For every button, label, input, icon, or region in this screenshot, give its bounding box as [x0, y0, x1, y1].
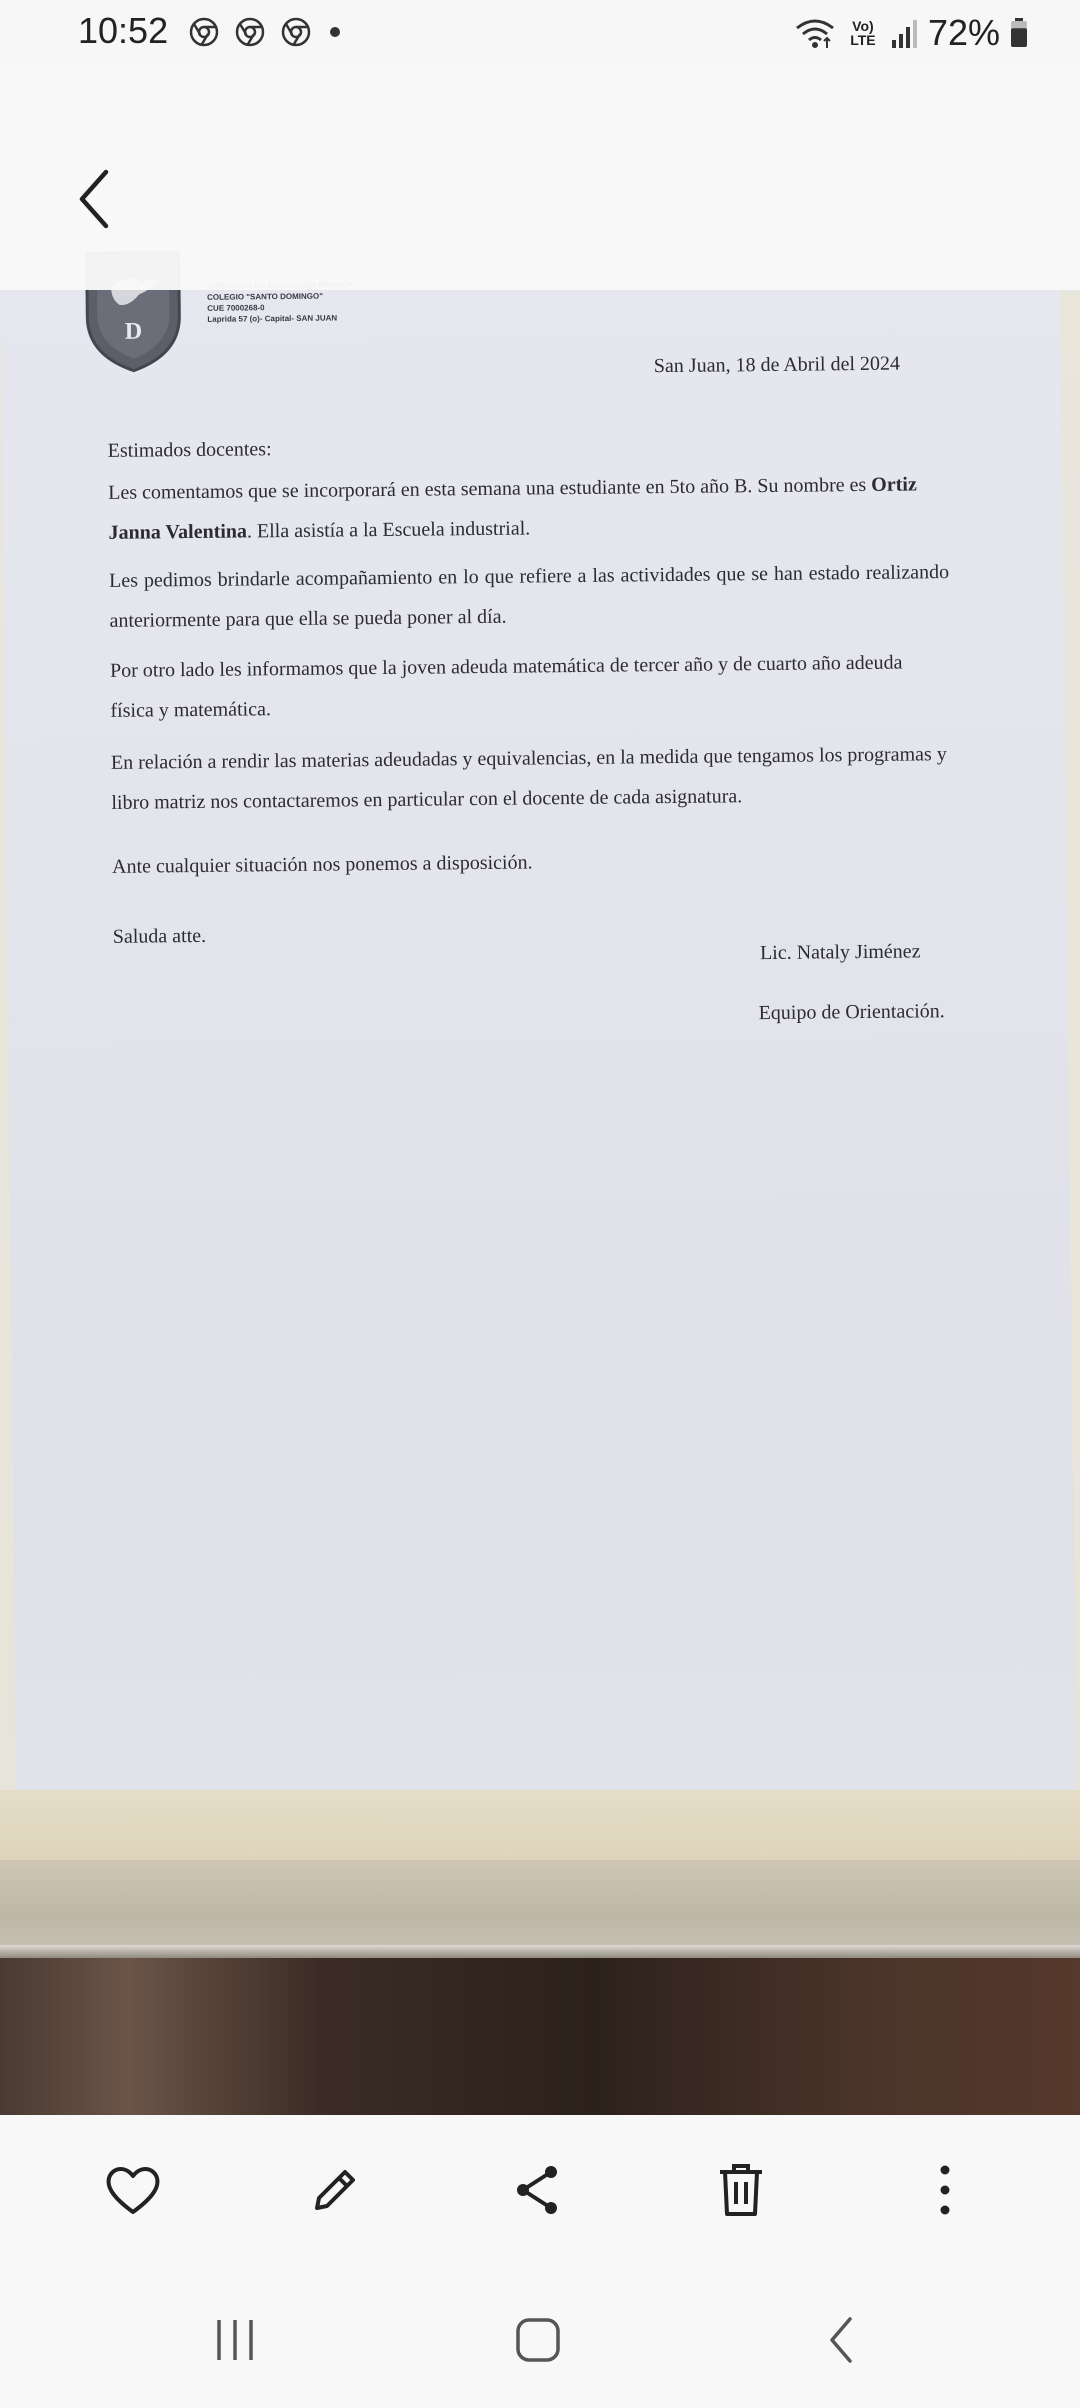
- notification-icons: [188, 16, 340, 48]
- letter-paragraph-1: [108, 464, 949, 553]
- signature-team: Equipo de Orientación.: [758, 1000, 945, 1025]
- more-notifications-dot: [330, 27, 340, 37]
- system-status-icons: [794, 12, 1028, 54]
- home-icon: [515, 2317, 561, 2363]
- p1-text-before: Les comentamos que se incorporará en esta semana una estudiante en 5to año B. Su nombre es: [108, 473, 872, 504]
- trash-icon: [716, 2160, 766, 2220]
- photo-action-bar: [0, 2115, 1080, 2270]
- nav-back-button[interactable]: [806, 2310, 876, 2370]
- recents-button[interactable]: [200, 2310, 270, 2370]
- delete-button[interactable]: [706, 2155, 776, 2225]
- back-button[interactable]: [70, 164, 120, 234]
- paper-bottom-edge: [0, 1790, 1080, 1870]
- student-name: Ortiz Janna Valentina: [108, 473, 917, 544]
- recents-icon: [213, 2318, 257, 2362]
- letter-date: San Juan, 18 de Abril del 2024: [653, 352, 901, 378]
- letterhead-line: COLEGIO "SANTO DOMINGO": [207, 291, 324, 302]
- system-navigation-bar: [0, 2270, 1080, 2408]
- chrome-notification-icon: [188, 16, 220, 48]
- letter-paragraph-2: Les pedimos brindarle acompañamiento en lo que refiere a las actividades que se han estado realizando anteriormente para que ella se pueda poner al día.: [108, 561, 950, 632]
- floor-background: [0, 1958, 1080, 2115]
- table-rim: [0, 1945, 1080, 1959]
- home-button[interactable]: [503, 2310, 573, 2370]
- favorite-button[interactable]: [98, 2155, 168, 2225]
- battery-icon: [1010, 18, 1028, 48]
- chrome-notification-icon: [280, 16, 312, 48]
- viewer-top-bar: [0, 64, 1080, 290]
- letter-paragraph-3: Por otro lado les informamos que la joven adeuda matemática de tercer año y de cuarto año adeuda física y matemática.: [109, 651, 903, 722]
- volte-lte-label: Vo) LTE: [850, 18, 876, 48]
- battery-percent: 72%: [927, 12, 1000, 53]
- letterhead-line: Laprida 57 (o)- Capital- SAN JUAN: [207, 313, 338, 324]
- pencil-icon: [307, 2162, 363, 2218]
- edit-button[interactable]: [300, 2155, 370, 2225]
- table-edge: [0, 1860, 1080, 1955]
- letter-paragraph-5: Ante cualquier situación nos ponemos a disposición.: [111, 851, 533, 878]
- heart-icon: [103, 2162, 163, 2218]
- share-button[interactable]: [502, 2155, 572, 2225]
- letter-paragraph-4: En relación a rendir las materias adeudadas y equivalencias, en la medida que tengamos los programas y libro matriz nos contactaremos en particular con el docente de cada asignatura.: [110, 743, 947, 814]
- wifi-icon: [794, 16, 836, 50]
- more-vertical-icon: [938, 2164, 952, 2216]
- status-time: 10:52: [78, 10, 169, 51]
- letter-closing: Saluda atte.: [112, 924, 207, 948]
- p1-text-after: . Ella asistía a la Escuela industrial.: [246, 517, 531, 543]
- letter-greeting: Estimados docentes:: [107, 438, 272, 462]
- status-bar: [0, 0, 1080, 64]
- signature-name: Lic. Nataly Jiménez: [759, 940, 921, 965]
- crest-letter: D: [124, 318, 143, 345]
- share-icon: [511, 2162, 563, 2218]
- nav-back-icon: [826, 2315, 856, 2365]
- signal-icon: [890, 18, 918, 48]
- letterhead-line: CUE 7000268-0: [207, 303, 265, 313]
- more-options-button[interactable]: [910, 2155, 980, 2225]
- chrome-notification-icon: [234, 16, 266, 48]
